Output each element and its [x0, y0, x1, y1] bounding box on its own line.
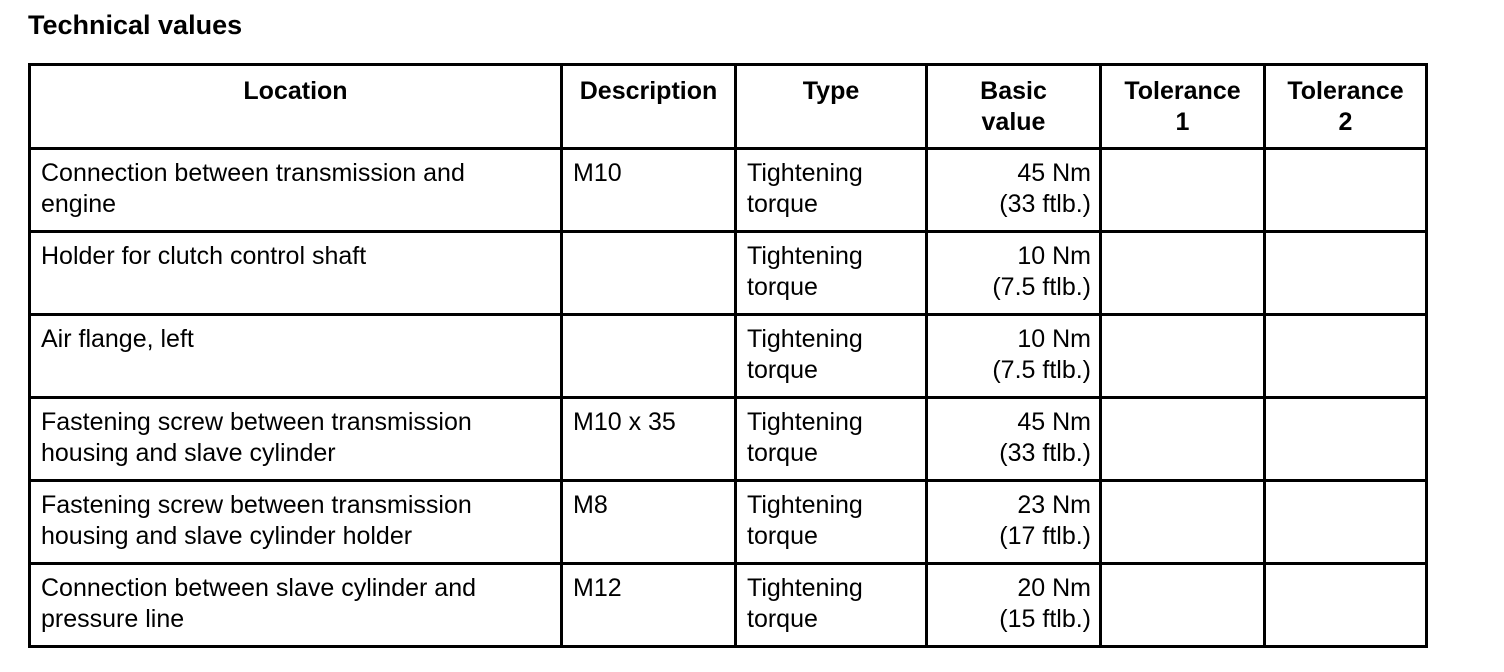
type-line: torque: [747, 439, 818, 467]
table-row: [30, 564, 1427, 647]
basic-value-line: 45 Nm: [1017, 408, 1091, 436]
basic-value-line: 45 Nm: [1017, 159, 1091, 187]
header-basic-value-line: value: [981, 108, 1046, 136]
type-line: Tightening: [747, 325, 863, 353]
cell-basic-value: [927, 398, 1101, 481]
cell-tolerance-2: [1265, 398, 1427, 481]
table-row: [30, 149, 1427, 232]
cell-tolerance-2: [1265, 564, 1427, 647]
table-row: [30, 481, 1427, 564]
cell-type: [736, 398, 927, 481]
header-basic-value: [927, 65, 1101, 149]
cell-location: [30, 398, 562, 481]
header-tolerance-1: [1101, 65, 1265, 149]
cell-location: [30, 481, 562, 564]
header-tolerance-2-line: Tolerance: [1287, 77, 1404, 105]
location-line: Fastening screw between transmission: [41, 491, 472, 519]
cell-description: [562, 315, 736, 398]
basic-value-line: 23 Nm: [1017, 491, 1091, 519]
header-location: Location: [30, 65, 562, 149]
table-body: [30, 149, 1427, 647]
cell-tolerance-1: [1101, 564, 1265, 647]
cell-type: [736, 315, 927, 398]
location-line: Holder for clutch control shaft: [41, 242, 367, 270]
cell-description: M10 x 35: [562, 398, 736, 481]
cell-location: [30, 315, 562, 398]
cell-basic-value: [927, 232, 1101, 315]
location-line: Connection between transmission and: [41, 159, 465, 187]
cell-basic-value: [927, 481, 1101, 564]
basic-value-line: (17 ftlb.): [999, 522, 1091, 550]
header-basic-value-line: Basic: [980, 77, 1047, 105]
type-line: Tightening: [747, 159, 863, 187]
header-description: Description: [562, 65, 736, 149]
page-title: Technical values: [28, 10, 243, 40]
header-tolerance-1-line: 1: [1175, 108, 1190, 136]
cell-tolerance-1: [1101, 398, 1265, 481]
basic-value-line: 10 Nm: [1017, 242, 1091, 270]
header-type: Type: [736, 65, 927, 149]
table-header-row: [30, 65, 1427, 149]
basic-value-line: (33 ftlb.): [999, 190, 1091, 218]
basic-value-line: 20 Nm: [1017, 574, 1091, 602]
cell-basic-value: [927, 564, 1101, 647]
location-line: housing and slave cylinder holder: [41, 522, 413, 550]
basic-value-line: 10 Nm: [1017, 325, 1091, 353]
header-tolerance-2-line: 2: [1338, 108, 1353, 136]
cell-basic-value: [927, 315, 1101, 398]
cell-tolerance-1: [1101, 315, 1265, 398]
cell-tolerance-2: [1265, 315, 1427, 398]
cell-type: [736, 232, 927, 315]
cell-tolerance-2: [1265, 481, 1427, 564]
type-line: Tightening: [747, 491, 863, 519]
type-line: Tightening: [747, 574, 863, 602]
cell-tolerance-1: [1101, 149, 1265, 232]
cell-description: M8: [562, 481, 736, 564]
type-line: torque: [747, 273, 818, 301]
table-row: [30, 315, 1427, 398]
type-line: torque: [747, 605, 818, 633]
type-line: Tightening: [747, 408, 863, 436]
cell-description: [562, 232, 736, 315]
cell-location: [30, 232, 562, 315]
basic-value-line: (15 ftlb.): [999, 605, 1091, 633]
type-line: torque: [747, 190, 818, 218]
technical-values-table: [28, 63, 1428, 648]
cell-location: [30, 149, 562, 232]
type-line: torque: [747, 522, 818, 550]
cell-location: [30, 564, 562, 647]
location-line: engine: [41, 190, 117, 218]
location-line: Air flange, left: [41, 325, 194, 353]
location-line: Fastening screw between transmission: [41, 408, 472, 436]
header-tolerance-1-line: Tolerance: [1124, 77, 1241, 105]
location-line: Connection between slave cylinder and: [41, 574, 476, 602]
cell-tolerance-2: [1265, 232, 1427, 315]
cell-tolerance-1: [1101, 232, 1265, 315]
basic-value-line: (33 ftlb.): [999, 439, 1091, 467]
type-line: Tightening: [747, 242, 863, 270]
cell-tolerance-2: [1265, 149, 1427, 232]
type-line: torque: [747, 356, 818, 384]
cell-type: [736, 481, 927, 564]
cell-type: [736, 149, 927, 232]
location-line: housing and slave cylinder: [41, 439, 336, 467]
table-row: [30, 232, 1427, 315]
basic-value-line: (7.5 ftlb.): [992, 273, 1091, 301]
table-row: [30, 398, 1427, 481]
cell-description: M10: [562, 149, 736, 232]
cell-type: [736, 564, 927, 647]
cell-basic-value: [927, 149, 1101, 232]
location-line: pressure line: [41, 605, 185, 633]
cell-tolerance-1: [1101, 481, 1265, 564]
cell-description: M12: [562, 564, 736, 647]
header-tolerance-2: [1265, 65, 1427, 149]
basic-value-line: (7.5 ftlb.): [992, 356, 1091, 384]
